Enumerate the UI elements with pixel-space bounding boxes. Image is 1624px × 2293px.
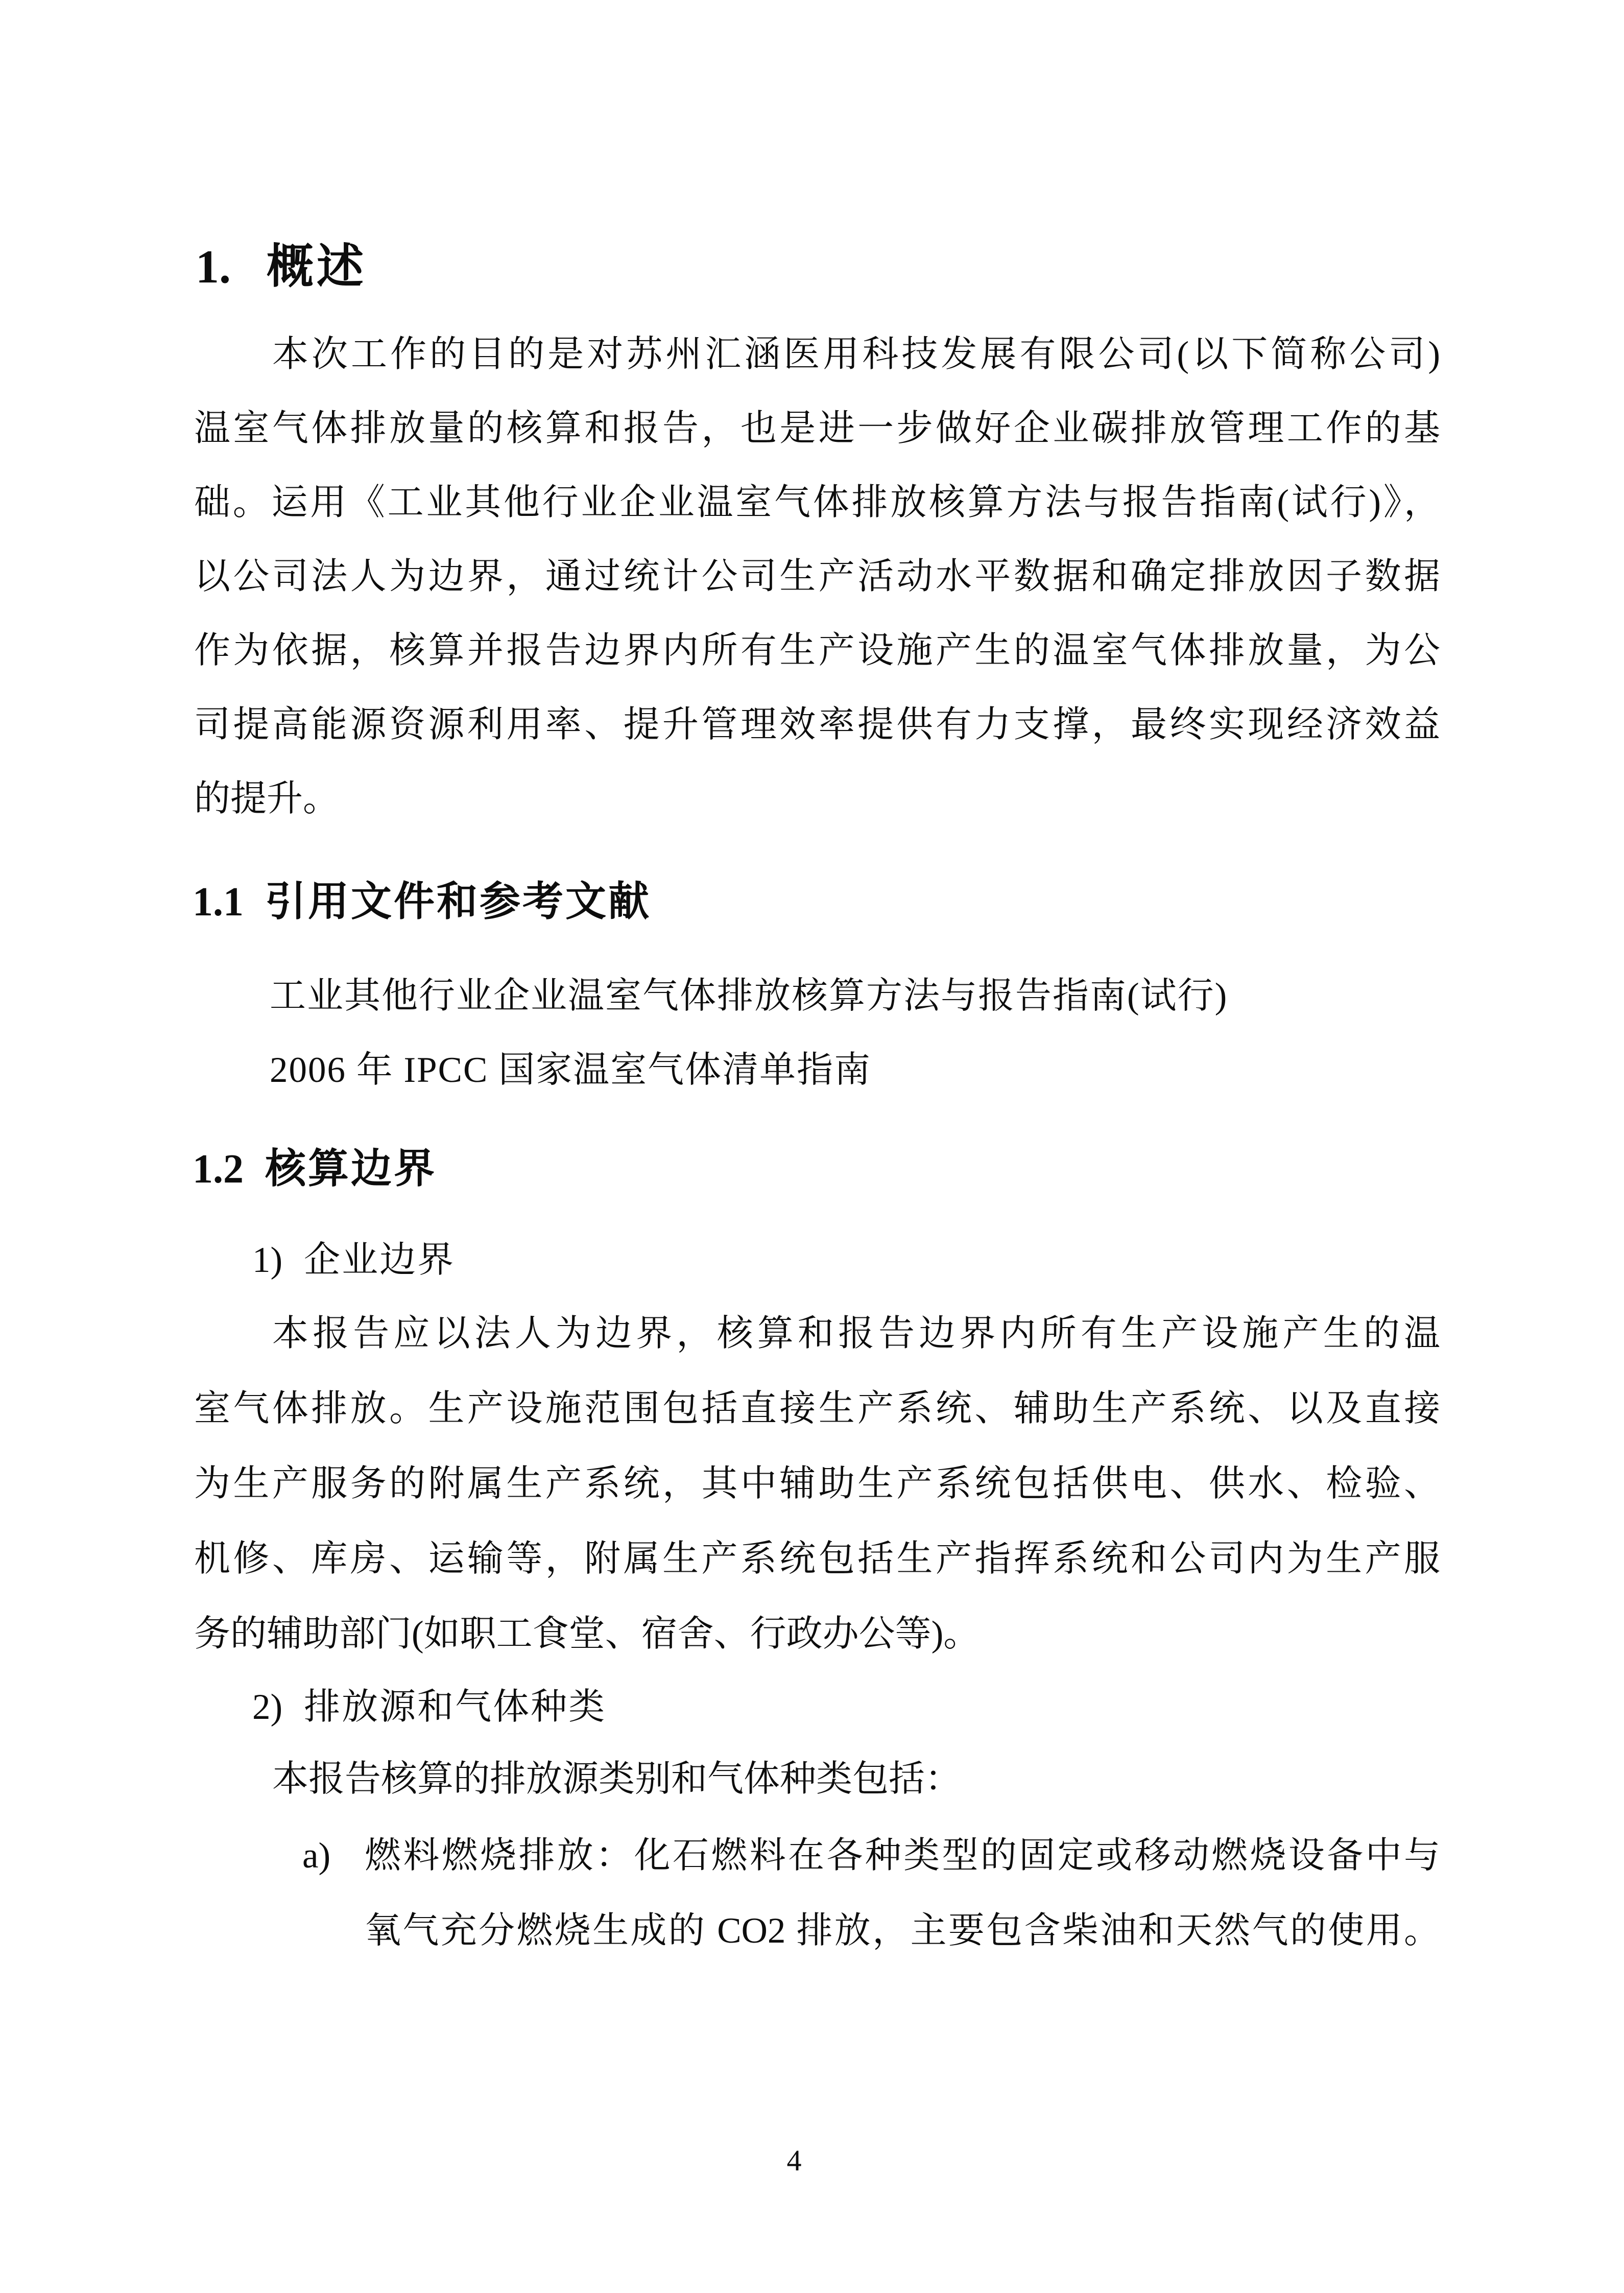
- paragraph-line: 温室气体排放量的核算和报告，也是进一步做好企业碳排放管理工作的基: [194, 409, 1440, 448]
- paragraph-line: 的提升。: [194, 779, 340, 819]
- paragraph-line: 务的辅助部门(如职工食堂、宿舍、行政办公等)。: [194, 1614, 980, 1654]
- reference-item: 工业其他行业企业温室气体排放核算方法与报告指南(试行): [270, 976, 1228, 1016]
- section-1-number: 1.: [196, 241, 231, 293]
- paragraph-line: 燃料燃烧排放：化石燃料在各种类型的固定或移动燃烧设备中与: [365, 1836, 1440, 1876]
- list-item-label: a): [302, 1836, 331, 1876]
- page-number: 4: [786, 2144, 802, 2177]
- section-1-title: 概述: [267, 241, 367, 293]
- section-1-1-heading: [193, 868, 651, 927]
- list-item-fuel-combustion: [302, 1818, 1440, 1969]
- paragraph-line: 氧气充分燃烧生成的 CO2 排放，主要包含柴油和天然气的使用。: [365, 1911, 1440, 1951]
- paragraph-line: 本次工作的目的是对苏州汇涵医用科技发展有限公司(以下简称公司): [272, 335, 1440, 374]
- section-1-2-heading: [193, 1136, 437, 1194]
- list-item-emission-sources: [252, 1670, 606, 1744]
- list-item-text: 企业边界: [304, 1240, 456, 1280]
- paragraph-line: 司提高能源资源利用率、提升管理效率提供有力支撑，最终实现经济效益: [194, 705, 1440, 745]
- list-item-text: 排放源和气体种类: [304, 1687, 607, 1727]
- section-1-1-number: 1.1: [193, 880, 244, 925]
- section-1-2-title: 核算边界: [265, 1147, 437, 1192]
- paragraph-line: 本报告应以法人为边界，核算和报告边界内所有生产设施产生的温: [272, 1314, 1440, 1354]
- section-1-1-title: 引用文件和参考文献: [265, 880, 651, 925]
- section-1-heading: [196, 229, 367, 296]
- paragraph-line: 为生产服务的附属生产系统，其中辅助生产系统包括供电、供水、检验、: [194, 1464, 1440, 1504]
- list-item-enterprise-boundary: [252, 1223, 455, 1297]
- reference-list: [270, 959, 1228, 1107]
- paragraph-line: 以公司法人为边界，通过统计公司生产活动水平数据和确定排放因子数据: [194, 557, 1440, 597]
- reference-item: 2006 年 IPCC 国家温室气体清单指南: [270, 1050, 872, 1090]
- paragraph-line: 础。运用《工业其他行业企业温室气体排放核算方法与报告指南(试行)》，: [194, 483, 1440, 523]
- paragraph-line: 本报告核算的排放源类别和气体种类包括：: [272, 1759, 962, 1799]
- list-item-label: 2): [252, 1687, 283, 1727]
- paragraph-line: 室气体排放。生产设施范围包括直接生产系统、辅助生产系统、以及直接: [194, 1389, 1440, 1429]
- paragraph-overview: [194, 318, 1440, 836]
- paragraph-lead-in: [194, 1742, 1440, 1816]
- list-item-label: 1): [252, 1240, 283, 1280]
- paragraph-line: 机修、库房、运输等，附属生产系统包括生产指挥系统和公司内为生产服: [194, 1539, 1440, 1579]
- paragraph-line: 作为依据，核算并报告边界内所有生产设施产生的温室气体排放量，为公: [194, 631, 1440, 671]
- paragraph-boundary: [194, 1296, 1440, 1672]
- list-item-body: [365, 1818, 1440, 1969]
- section-1-2-number: 1.2: [193, 1147, 244, 1192]
